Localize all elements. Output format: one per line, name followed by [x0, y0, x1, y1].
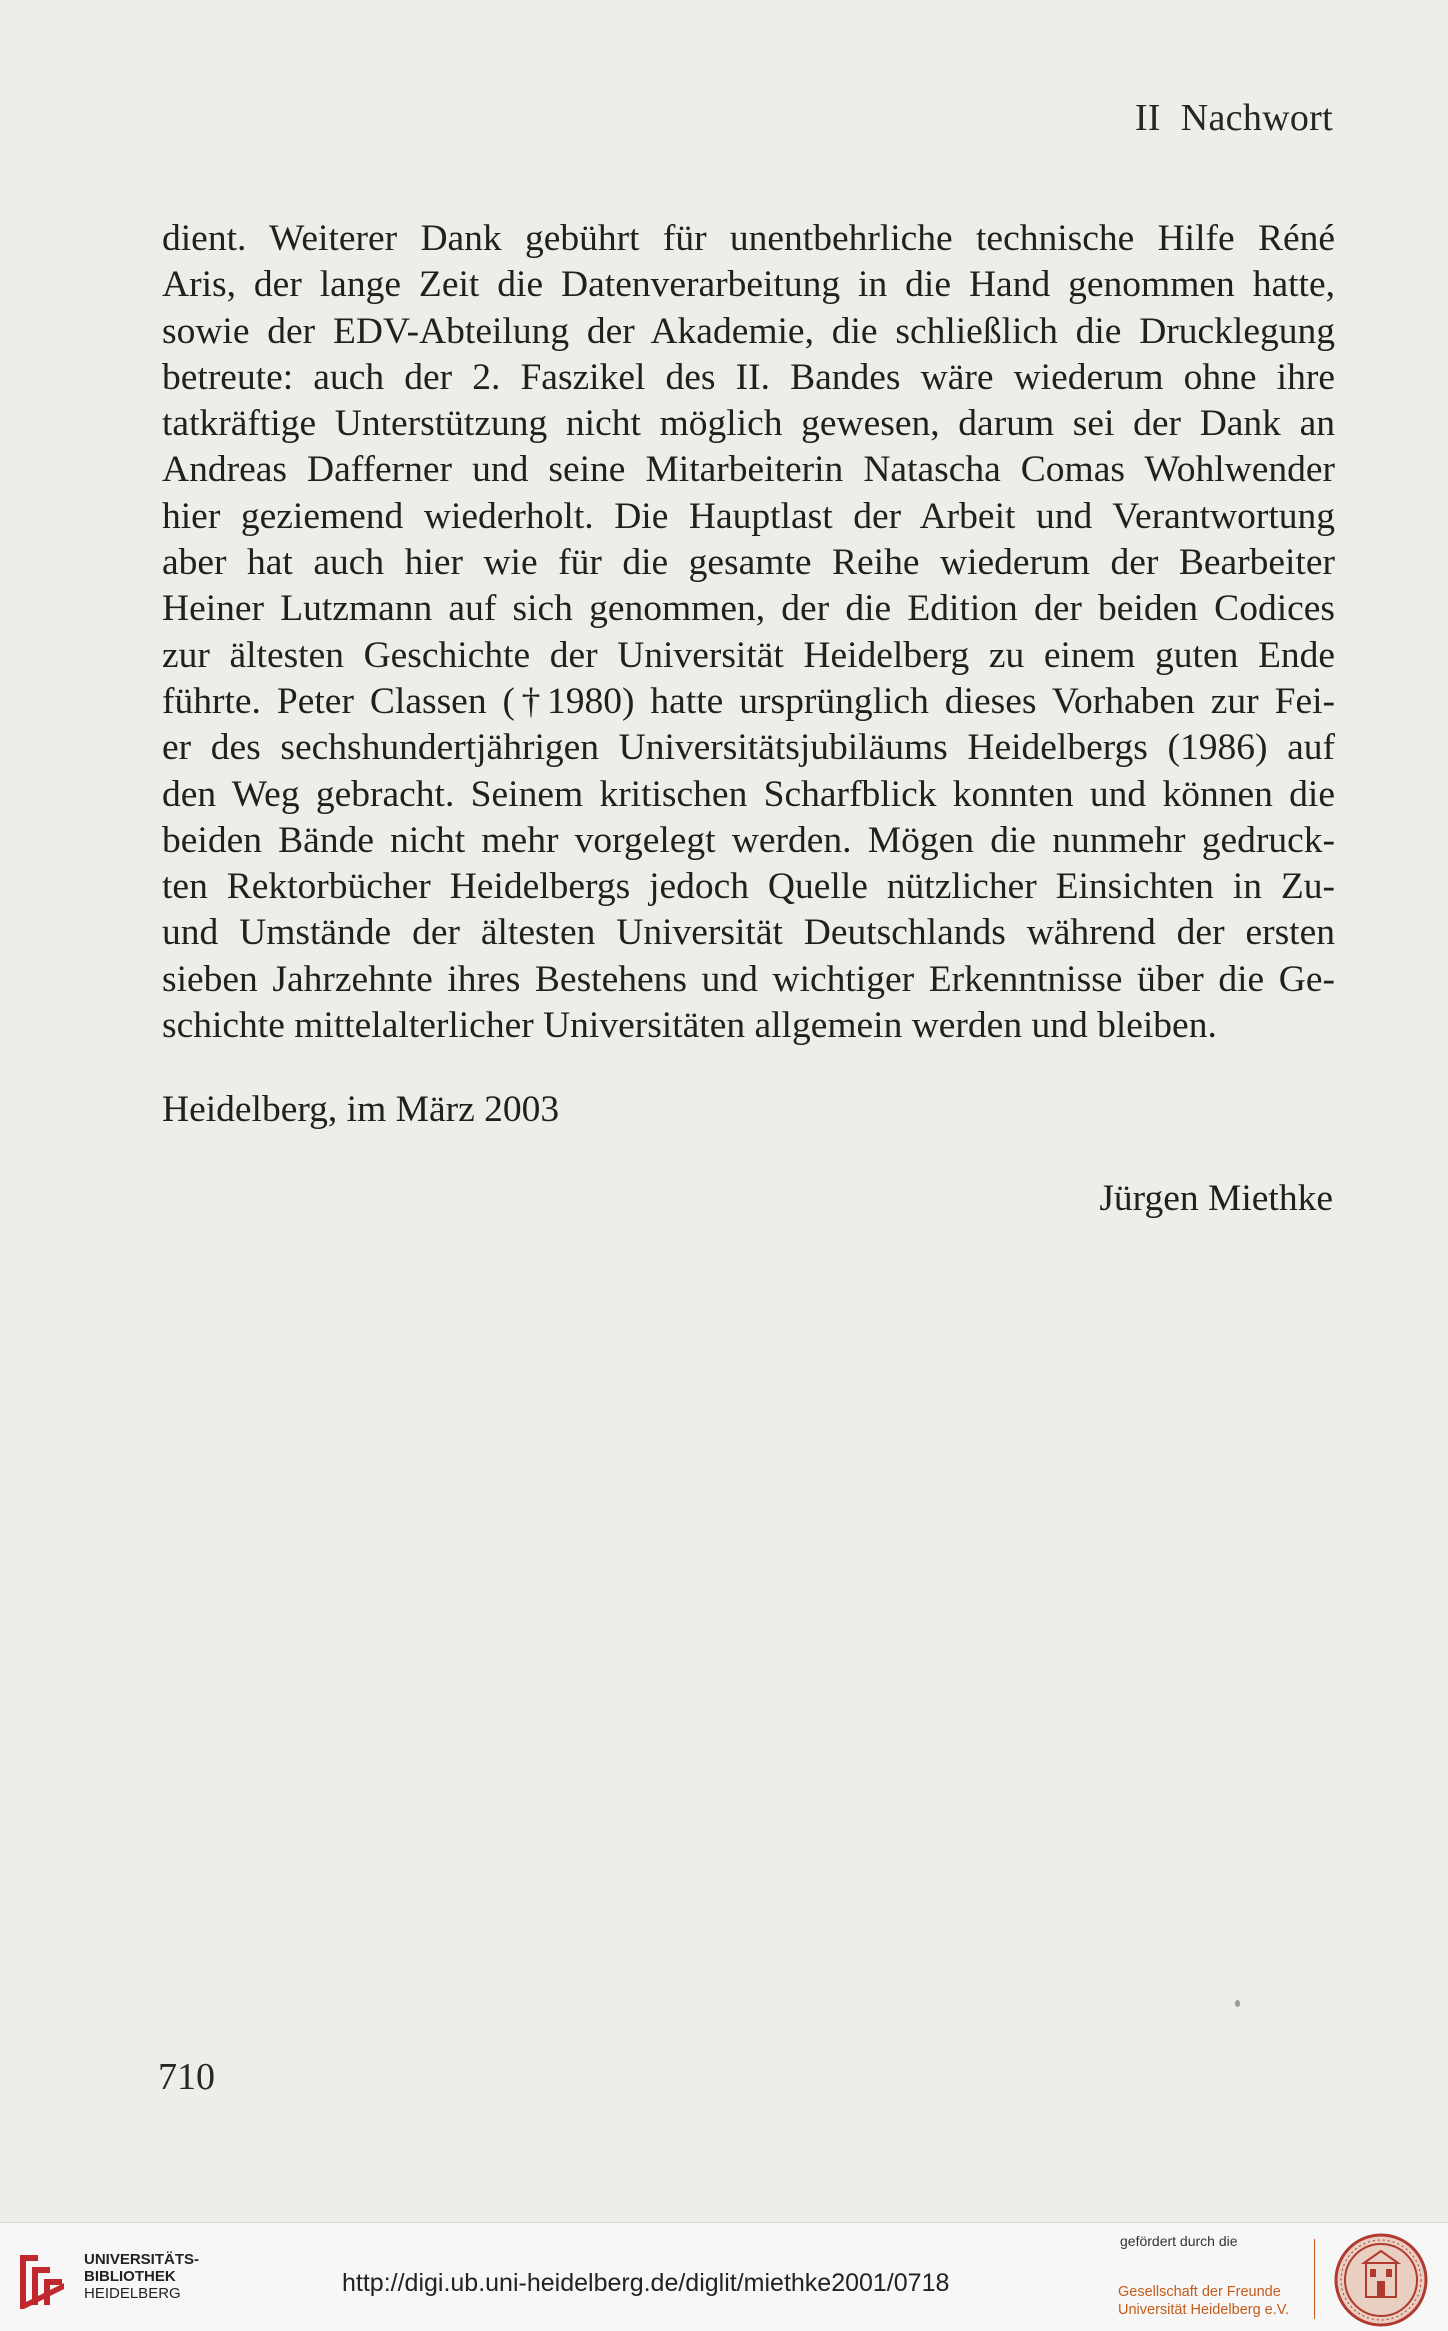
- sponsor-org-line: Gesellschaft der Freunde: [1118, 2284, 1281, 2300]
- text-line: schichte mittelalterlicher Universitäten allgemein werden und bleiben.: [162, 1005, 1217, 1047]
- text-line: und Umstände der ältesten Universität Deutschlands während der ersten: [162, 912, 1335, 954]
- text-line: Andreas Dafferner und seine Mitarbeiterin Natascha Comas Wohlwender: [162, 449, 1335, 491]
- body-paragraph: [162, 216, 1335, 1049]
- section-number: II: [1134, 97, 1161, 139]
- text-line: ten Rektorbücher Heidelbergs jedoch Quelle nützlicher Einsichten in Zu-: [162, 866, 1335, 908]
- text-line: den Weg gebracht. Seinem kritischen Scharfblick konnten und können die: [162, 773, 1335, 815]
- signature: Jürgen Miethke: [1099, 1178, 1333, 1219]
- place-date: Heidelberg, im März 2003: [162, 1089, 560, 1130]
- text-line: dient. Weiterer Dank gebührt für unentbehrliche technische Hilfe Réné: [162, 218, 1335, 259]
- sponsor-org-line: Universität Heidelberg e.V.: [1118, 2302, 1290, 2318]
- section-title: Nachwort: [1180, 97, 1333, 139]
- permalink-url[interactable]: http://digi.ub.uni-heidelberg.de/diglit/miethke2001/0718: [342, 2269, 950, 2297]
- scan-speck: [1235, 2000, 1240, 2007]
- text-line: führte. Peter Classen (†1980) hatte ursprünglich dieses Vorhaben zur Fei-: [162, 680, 1335, 722]
- text-line: hier geziemend wiederholt. Die Hauptlast der Arbeit und Verantwortung: [162, 495, 1335, 537]
- sponsor-lead: gefördert durch die: [1120, 2233, 1238, 2249]
- text-line: betreute: auch der 2. Faszikel des II. Bandes wäre wiederum ohne ihre: [162, 356, 1335, 398]
- text-line: aber hat auch hier wie für die gesamte Reihe wiederum der Bearbeiter: [162, 542, 1335, 584]
- sponsor-credit: [1118, 2233, 1289, 2319]
- text-line: Heiner Lutzmann auf sich genommen, der die Edition der beiden Codices: [162, 588, 1335, 630]
- library-name: UNIVERSITÄTS- BIBLIOTHEK HEIDELBERG: [84, 2251, 200, 2302]
- text-line: Aris, der lange Zeit die Datenverarbeitung in die Hand genommen hatte,: [162, 264, 1335, 306]
- page-number: 710: [158, 2056, 215, 2098]
- sponsor-divider: [1314, 2239, 1315, 2319]
- digitization-footer: [0, 2222, 1448, 2331]
- text-line: zur ältesten Geschichte der Universität Heidelberg zu einem guten Ende: [162, 634, 1335, 676]
- running-head: [1135, 96, 1333, 140]
- text-line: beiden Bände nicht mehr vorgelegt werden. Mögen die nunmehr gedruck-: [162, 819, 1335, 861]
- library-logo-icon[interactable]: [14, 2247, 74, 2313]
- text-line: tatkräftige Unterstützung nicht möglich gewesen, darum sei der Dank an: [162, 403, 1335, 445]
- text-line: sieben Jahrzehnte ihres Bestehens und wichtiger Erkenntnisse über die Ge-: [162, 958, 1335, 1000]
- university-seal-icon: [1334, 2233, 1428, 2327]
- text-line: er des sechshundertjährigen Universitätsjubiläums Heidelbergs (1986) auf: [162, 727, 1335, 769]
- text-line: sowie der EDV-Abteilung der Akademie, die schließlich die Drucklegung: [162, 310, 1335, 352]
